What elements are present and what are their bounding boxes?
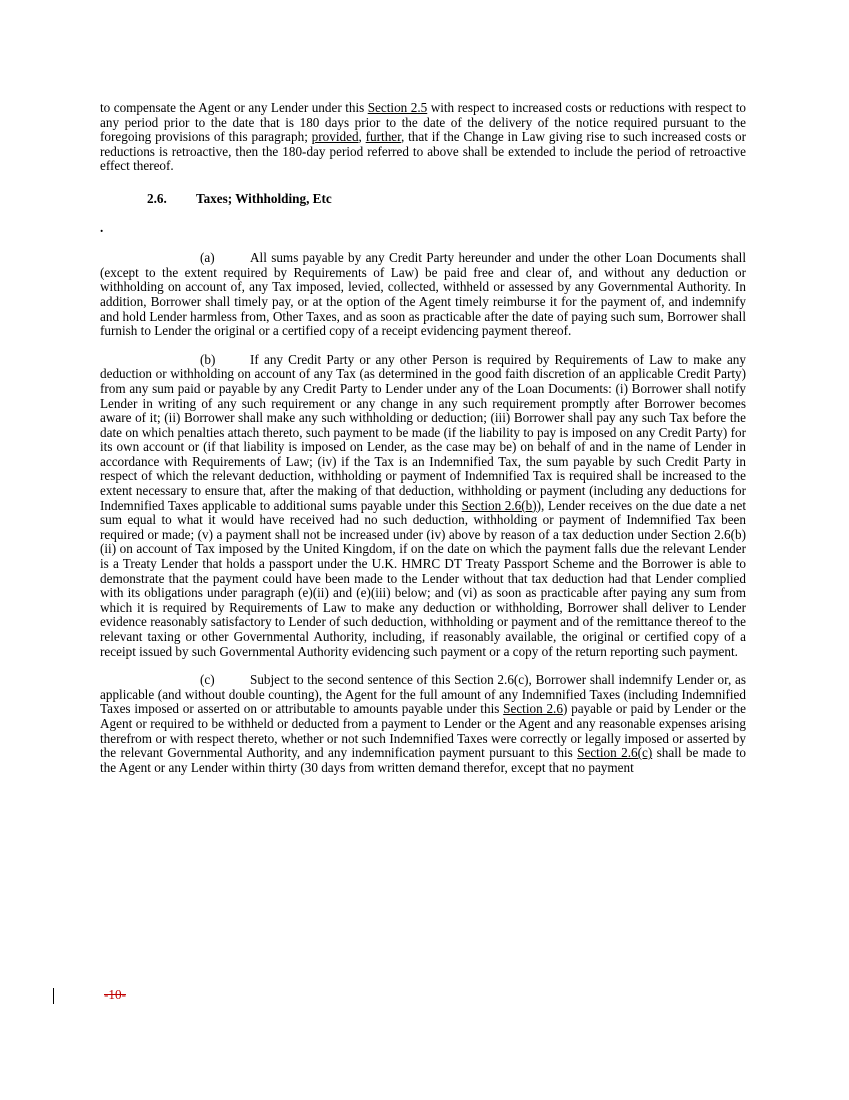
document-page: [100, 101, 746, 775]
paragraph-label: (a): [200, 250, 215, 266]
text: with respect to increased costs or reductions with respect to any period prior to the date that is 180 days prior to the date of the delivery of the notice required pursuant to the foregoing provisions of this paragraph;: [100, 100, 747, 145]
section-reference: Section 2.6(b): [461, 497, 537, 513]
section-title: Taxes; Withholding, Etc: [196, 190, 332, 206]
text: ,: [358, 129, 366, 145]
emphasis-provided: provided: [311, 129, 359, 145]
text: to compensate the Agent or any Lender under this: [100, 100, 368, 115]
text: , that if the Change in Law giving rise to such increased costs or reductions is retroactive, then the 180-day period referred to above shall be extended to include the period of retroactive effect thereof.: [100, 129, 746, 174]
paragraph-b: [100, 353, 746, 659]
page-footer: [53, 987, 353, 1007]
section-heading: [100, 192, 746, 207]
paragraph-label: (c): [200, 672, 215, 688]
text: Subject to the second sentence of this Section 2.6(c), Borrower shall indemnify Lender or, as applicable (and without double counting), the Agent for the full amount of any Indemnified Taxes (including Indemnified Taxes imposed or asserted on or attributable to amounts payable under this: [100, 672, 746, 717]
text: All sums payable by any Credit Party hereunder and under the other Loan Documents shall (except to the extent required by Requirements of Law) be paid free and clear of, and without any deduction or withholding on account of, any Tax imposed, levied, collected, withheld or assessed by any Governmental Authority. In addition, Borrower shall timely pay, or at the option of the Agent timely reimburse it for the payment of, and indemnify and hold Lender harmless from, Other Taxes, and as soon as practicable after the date of paying such sum, Borrower shall furnish to Lender the original or a certified copy of a receipt evidencing payment thereof.: [100, 250, 746, 339]
paragraph-label: (b): [200, 351, 216, 367]
stray-dot: .: [100, 219, 104, 235]
text: ) payable or paid by Lender or the Agent or required to be withheld or deducted from a payment to Lender or the Agent and any reasonable expenses arising therefrom or with respect thereto, whether or not such Indemnified Taxes were correctly or legally imposed or asserted by the relevant Governmental Authority, and any indemnification payment pursuant to this: [100, 701, 747, 761]
paragraph-c: [100, 673, 746, 775]
text: If any Credit Party or any other Person is required by Requirements of Law to make any deduction or withholding on account of any Tax (as determined in the good faith discretion of an applicable Credit Party) from any sum paid or payable by any Credit Party to Lender under any of the Loan Documents: (i) Borrower shall notify Lender in writing of any such requirement or any change in any such requirement promptly after Borrower becomes aware of it; (ii) Borrower shall make any such withholding or deduction; (iii) Borrower shall pay any such Tax before the date on which penalties attach thereto, such payment to be made (if the liability to pay is imposed on any Credit Party) for its own account or (if that liability is imposed on Lender, as the case may be) on behalf of and in the name of Lender in accordance with Requirements of Law; (iv) if the Tax is an Indemnified Tax, the sum payable by such Credit Party in respect of which the relevant deduction, withholding or payment of Indemnified Tax is required shall be increased to the extent necessary to ensure that, after the making of that deduction, withholding or payment (including any deductions for Indemnified Taxes applicable to additional sums payable under this: [100, 351, 746, 513]
section-reference: Section 2.5: [367, 100, 428, 115]
section-reference: Section 2.6: [503, 701, 563, 717]
page-number: -10-: [104, 987, 126, 1002]
text: ), Lender receives on the due date a net sum equal to what it would have received had no such deduction, withholding or payment of Indemnified Tax been required or made; (v) a payment shall not be increased under (iv) above by reason of a tax deduction under Section 2.6(b)(ii) on account of Tax imposed by the United Kingdom, if on the date on which the payment falls due the relevant Lender is a Treaty Lender that holds a passport under the U.K. HMRC DT Treaty Passport Scheme and the Borrower is able to demonstrate that the payment could have been made to the Lender without that tax deduction had that Lender complied with its obligations under paragraph (e)(ii) and (e)(iii) below; and (vi) as soon as practicable after paying any sum from which it is required by Requirements of Law to make any deduction or withholding, Borrower shall deliver to Lender evidence reasonably satisfactory to Lender of such deduction, withholding or payment and of the remittance thereof to the relevant taxing or other Governmental Authority, including, if reasonably available, the original or certified copy of a receipt issued by such Governmental Authority evidencing such payment or a copy of the return reporting such payment.: [100, 497, 746, 659]
text: shall be made to the Agent or any Lender within thirty (30 days from written demand therefor, except that no payment: [100, 745, 746, 775]
paragraph-intro: [100, 101, 746, 174]
emphasis-further: further: [365, 129, 402, 145]
section-number: 2.6.: [147, 190, 167, 206]
section-reference: Section 2.6(c): [577, 745, 653, 761]
paragraph-a: [100, 251, 746, 339]
revision-change-bar: [53, 988, 54, 1004]
